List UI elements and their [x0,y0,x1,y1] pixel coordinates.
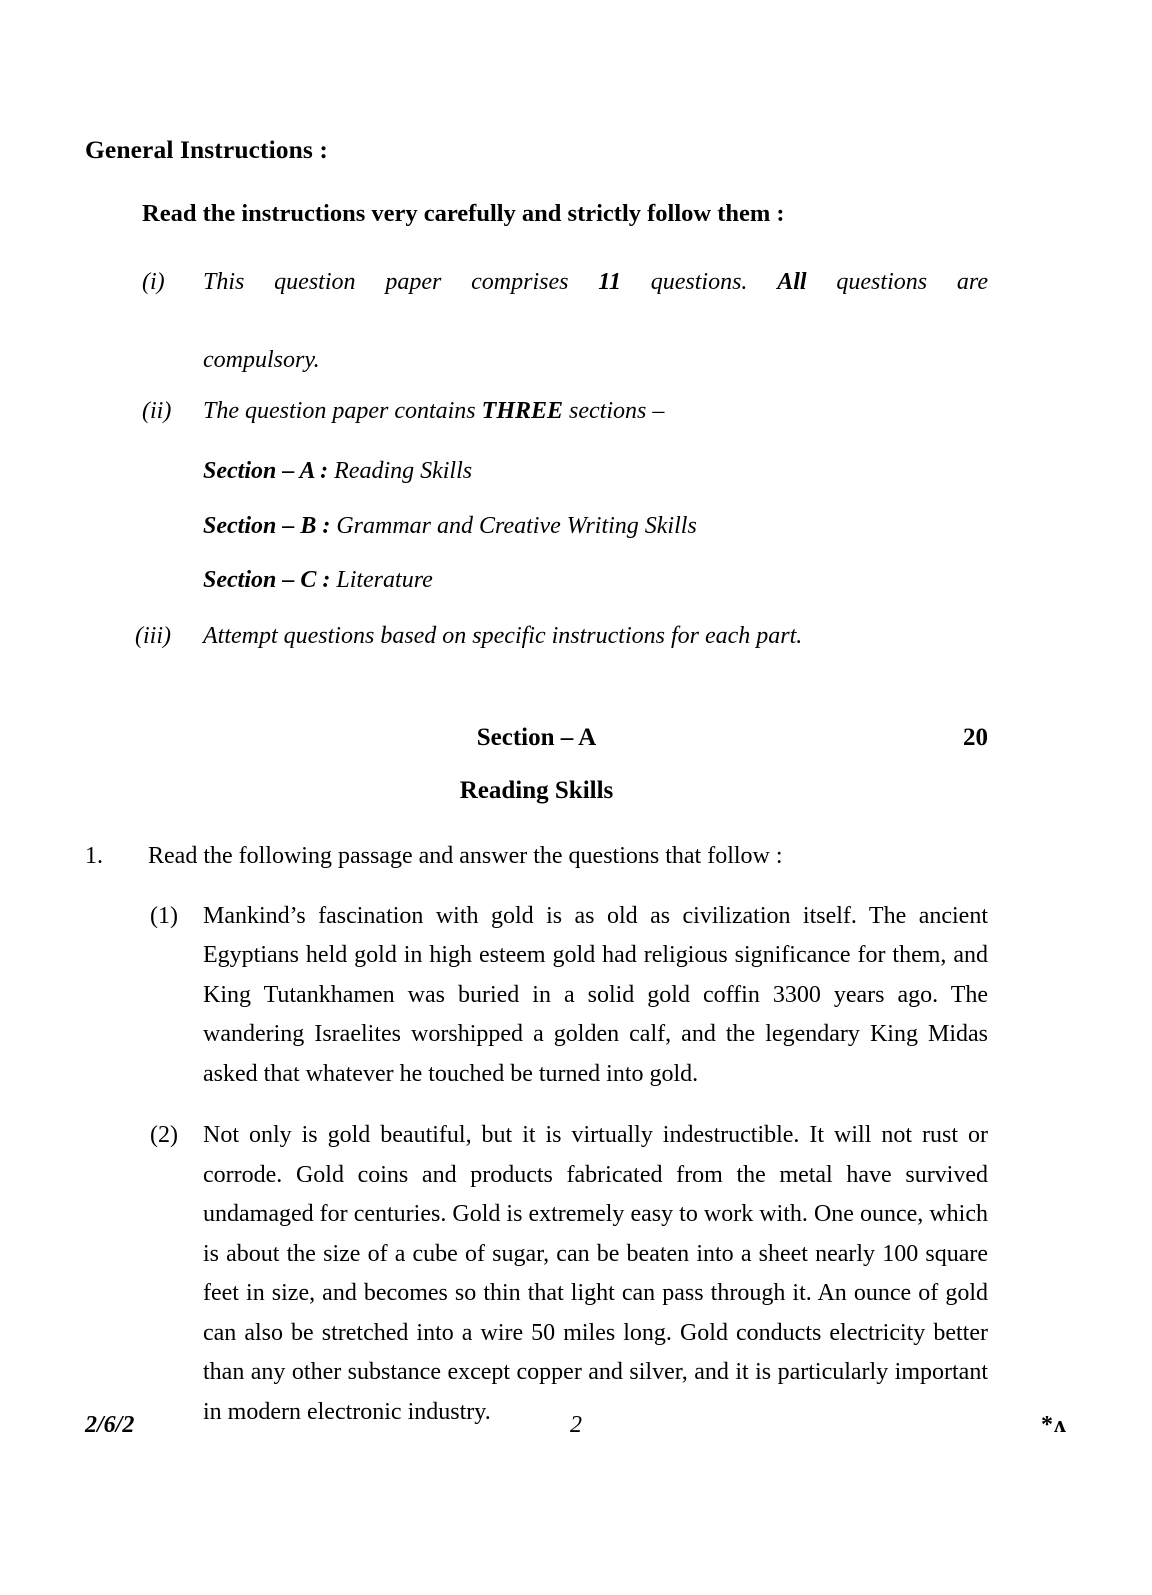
passage-paragraph-2-text: Not only is gold beautiful, but it is virtually indestructible. It will not rust or corrode. Gold coins and products fabricated from the metal have survived undamaged for centuries. Gold is extremely easy to work with. One ounce, which is about the size of a cube of sugar, can be beaten into a sheet nearly 100 square feet in size, and becomes so thin that light can pass through it. An ounce of gold can also be stretched into a wire 50 miles long. Gold conducts electricity better than any other substance except copper and silver, and it is particularly important in modern electronic industry. [203,1122,988,1425]
instruction-ii-lead: The question paper contains [203,397,482,424]
instruction-item-iii [85,621,988,652]
passage-paragraph-2-number: (2) [150,1122,178,1149]
passage-paragraph-2 [85,1116,988,1432]
instruction-marker-ii: (ii) [142,397,172,424]
section-a-label: Section – A : [203,457,329,484]
page-footer [85,1412,1067,1452]
general-instructions-title: General Instructions : [85,135,329,164]
instruction-i-line-1 [203,263,988,341]
instruction-i-line-2: compulsory. [203,346,320,373]
instruction-i-emphasis-count: 11 [598,269,621,296]
question-1-number: 1. [85,842,103,869]
section-b-title: Grammar and Creative Writing Skills [336,512,697,539]
page-content [85,136,988,1432]
instruction-ii-emphasis-three: THREE [481,397,564,424]
section-a-marks: 20 [963,724,988,752]
section-a-heading-row [85,724,988,762]
passage-paragraph-1 [85,897,988,1094]
footer-mark-icon: *ʌ [1041,1412,1067,1438]
question-1-instruction: Read the following passage and answer the questions that follow : [148,842,783,869]
passage-paragraph-1-text: Mankind’s fascination with gold is as old as civilization itself. The ancient Egyptians held gold in high esteem gold had religious significance for them, and King Tutankhamen was buried in a solid gold coffin 3300 years ago. The wandering Israelites worshipped a golden calf, and the legendary King Midas asked that whatever he touched be turned into gold. [203,902,988,1087]
section-a-subheading: Reading Skills [459,777,614,805]
instruction-i-emphasis-all: All [777,269,807,296]
section-list-item-c [85,566,988,595]
passage-paragraph-1-number: (1) [150,902,178,929]
question-1 [85,841,988,872]
instruction-marker-i: (i) [142,269,165,296]
section-list-item-b [85,512,988,541]
instruction-i-text-c: questions are [806,269,988,296]
instruction-ii-tail: sections – [563,397,665,424]
instruction-i-text-b: questions. [620,269,778,296]
instruction-marker-iii: (iii) [135,623,171,650]
instruction-iii-text: Attempt questions based on specific instructions for each part. [203,623,803,650]
instruction-item-ii [85,392,988,431]
instruction-i-text-a: This question paper comprises [203,269,599,296]
instruction-item-i [85,263,988,380]
section-a-heading: Section – A [476,724,597,752]
section-list-item-a [85,457,988,486]
footer-paper-code: 2/6/2 [85,1412,135,1438]
section-b-label: Section – B : [203,512,331,539]
section-a-title: Reading Skills [334,457,473,484]
read-carefully-heading: Read the instructions very carefully and strictly follow them : [142,200,785,228]
footer-page-number: 2 [570,1412,582,1438]
section-c-label: Section – C : [203,567,331,594]
section-c-title: Literature [336,567,433,594]
